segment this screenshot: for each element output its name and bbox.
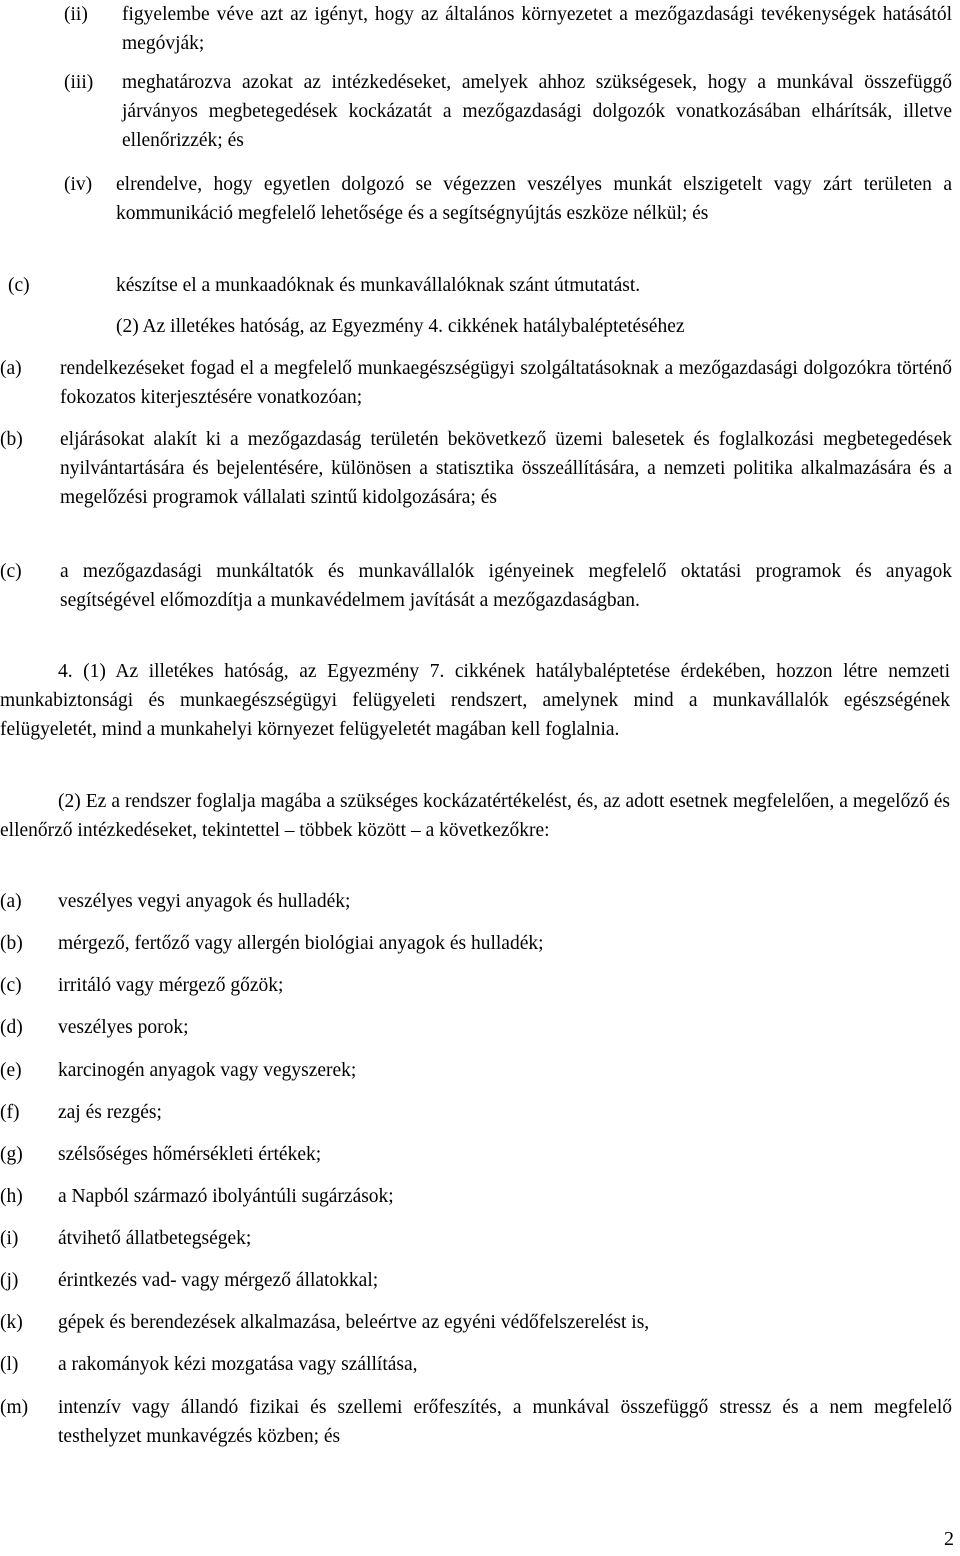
item-text: érintkezés vad- vagy mérgező állatokkal; bbox=[58, 1270, 379, 1291]
item-text: a rakományok kézi mozgatása vagy szállítása, bbox=[58, 1354, 418, 1375]
list-item bbox=[0, 929, 952, 958]
list-item bbox=[64, 0, 952, 60]
item-text: szélsőséges hőmérsékleti értékek; bbox=[58, 1144, 322, 1165]
list-item bbox=[0, 1350, 952, 1379]
list-item bbox=[0, 1098, 952, 1127]
list-item bbox=[0, 1224, 952, 1253]
item-label: (k) bbox=[0, 1312, 23, 1333]
item-label: (d) bbox=[0, 1017, 23, 1038]
item-label: (iv) bbox=[64, 174, 93, 195]
list-item bbox=[0, 1140, 952, 1169]
page-number: 2 bbox=[944, 1528, 954, 1550]
paragraph-4: 4. (1) Az illetékes hatóság, az Egyezmény 7. cikkének hatálybaléptetése érdekében, hozzon létre nemzeti munkabiztonsági és munkaegészségügyi felügyeleti rendszert, amelynek mind a munkavállalók egészségének felügyeletét, mind a munkahelyi környezet felügyeletét magában kell foglalnia. bbox=[0, 661, 950, 740]
list-item bbox=[64, 170, 952, 260]
item-label: (e) bbox=[0, 1060, 22, 1081]
item-text: eljárásokat alakít ki a mezőgazdaság területén bekövetkező üzemi balesetek és foglalkozási megbetegedések nyilvántartására és bejelentésére, különösen a statisztika összeállítására, a nemzeti politika alkalmazására és a megelőzési programok vállalati szintű kidolgozására; és bbox=[60, 429, 952, 508]
item-text: veszélyes porok; bbox=[58, 1017, 189, 1038]
item-text: a Napból származó ibolyántúli sugárzások; bbox=[58, 1186, 394, 1207]
list-item bbox=[0, 1013, 952, 1042]
item-label: (a) bbox=[0, 891, 22, 912]
item-text: elrendelve, hogy egyetlen dolgozó se végezzen veszélyes munkát elszigetelt vagy zárt területen a kommunikáció megfelelő lehetősége és a segítségnyújtás eszköze nélkül; és bbox=[116, 174, 952, 224]
list-item bbox=[0, 354, 952, 414]
item-label: (g) bbox=[0, 1144, 23, 1165]
item-label: (a) bbox=[0, 358, 22, 379]
list-item bbox=[0, 887, 952, 916]
item-label: (f) bbox=[0, 1102, 20, 1123]
item-text: irritáló vagy mérgező gőzök; bbox=[58, 975, 284, 996]
item-label: (c) bbox=[0, 561, 22, 582]
item-text: a mezőgazdasági munkáltatók és munkavállalók igényeinek megfelelő oktatási programok és anyagok segítségével előmozdítja a munkavédelmem javítását a mezőgazdaságban. bbox=[60, 561, 952, 611]
item-label: (i) bbox=[0, 1228, 19, 1249]
item-label: (h) bbox=[0, 1186, 23, 1207]
item-text: intenzív vagy állandó fizikai és szellemi erőfeszítés, a munkával összefüggő stressz és a nem megfelelő testhelyzet munkavégzés közben; és bbox=[58, 1397, 952, 1447]
list-item bbox=[0, 557, 952, 647]
paragraph-4-2: (2) Ez a rendszer foglalja magába a szükséges kockázatértékelést, és, az adott esetnek megfelelően, a megelőző és ellenőrző intézkedéseket, tekintettel – többek között – a következőkre: bbox=[0, 791, 950, 841]
list-item bbox=[0, 1056, 952, 1085]
list-item bbox=[0, 1266, 952, 1295]
list-item bbox=[0, 1182, 952, 1211]
item-text: veszélyes vegyi anyagok és hulladék; bbox=[58, 891, 351, 912]
item-text: meghatározva azokat az intézkedéseket, amelyek ahhoz szükségesek, hogy a munkával összefüggő járványos megbetegedések kockázatát a mezőgazdasági dolgozók vonatkozásában elhárítsák, illetve ellenőrizzék; és bbox=[122, 72, 952, 151]
section-heading: (2) Az illetékes hatóság, az Egyezmény 4. cikkének hatálybaléptetéséhez bbox=[116, 316, 685, 337]
item-text: figyelembe véve azt az igényt, hogy az általános környezetet a mezőgazdasági tevékenységek hatásától megóvják; bbox=[122, 4, 952, 54]
item-label: (b) bbox=[0, 429, 23, 450]
item-text: gépek és berendezések alkalmazása, beleértve az egyéni védőfelszerelést is, bbox=[58, 1312, 650, 1333]
item-label: (j) bbox=[0, 1270, 19, 1291]
item-text: készítse el a munkaadóknak és munkavállalóknak szánt útmutatást. bbox=[116, 275, 641, 296]
item-label: (c) bbox=[8, 275, 30, 296]
list-item bbox=[64, 68, 952, 158]
item-label: (m) bbox=[0, 1397, 29, 1418]
item-label: (c) bbox=[0, 975, 22, 996]
list-item bbox=[0, 1393, 952, 1451]
list-item bbox=[8, 271, 952, 301]
item-text: rendelkezéseket fogad el a megfelelő munkaegészségügyi szolgáltatásoknak a mezőgazdasági dolgozókra történő fokozatos kiterjesztésére vonatkozóan; bbox=[60, 358, 952, 408]
list-item bbox=[0, 971, 952, 1000]
list-item bbox=[0, 425, 952, 545]
item-label: (iii) bbox=[64, 72, 94, 93]
list-item bbox=[0, 1308, 952, 1337]
item-text: karcinogén anyagok vagy vegyszerek; bbox=[58, 1060, 357, 1081]
item-text: átvihető állatbetegségek; bbox=[58, 1228, 252, 1249]
item-label: (l) bbox=[0, 1354, 19, 1375]
item-label: (b) bbox=[0, 933, 23, 954]
item-text: mérgező, fertőző vagy allergén biológiai anyagok és hulladék; bbox=[58, 933, 544, 954]
item-text: zaj és rezgés; bbox=[58, 1102, 162, 1123]
item-label: (ii) bbox=[64, 4, 88, 25]
